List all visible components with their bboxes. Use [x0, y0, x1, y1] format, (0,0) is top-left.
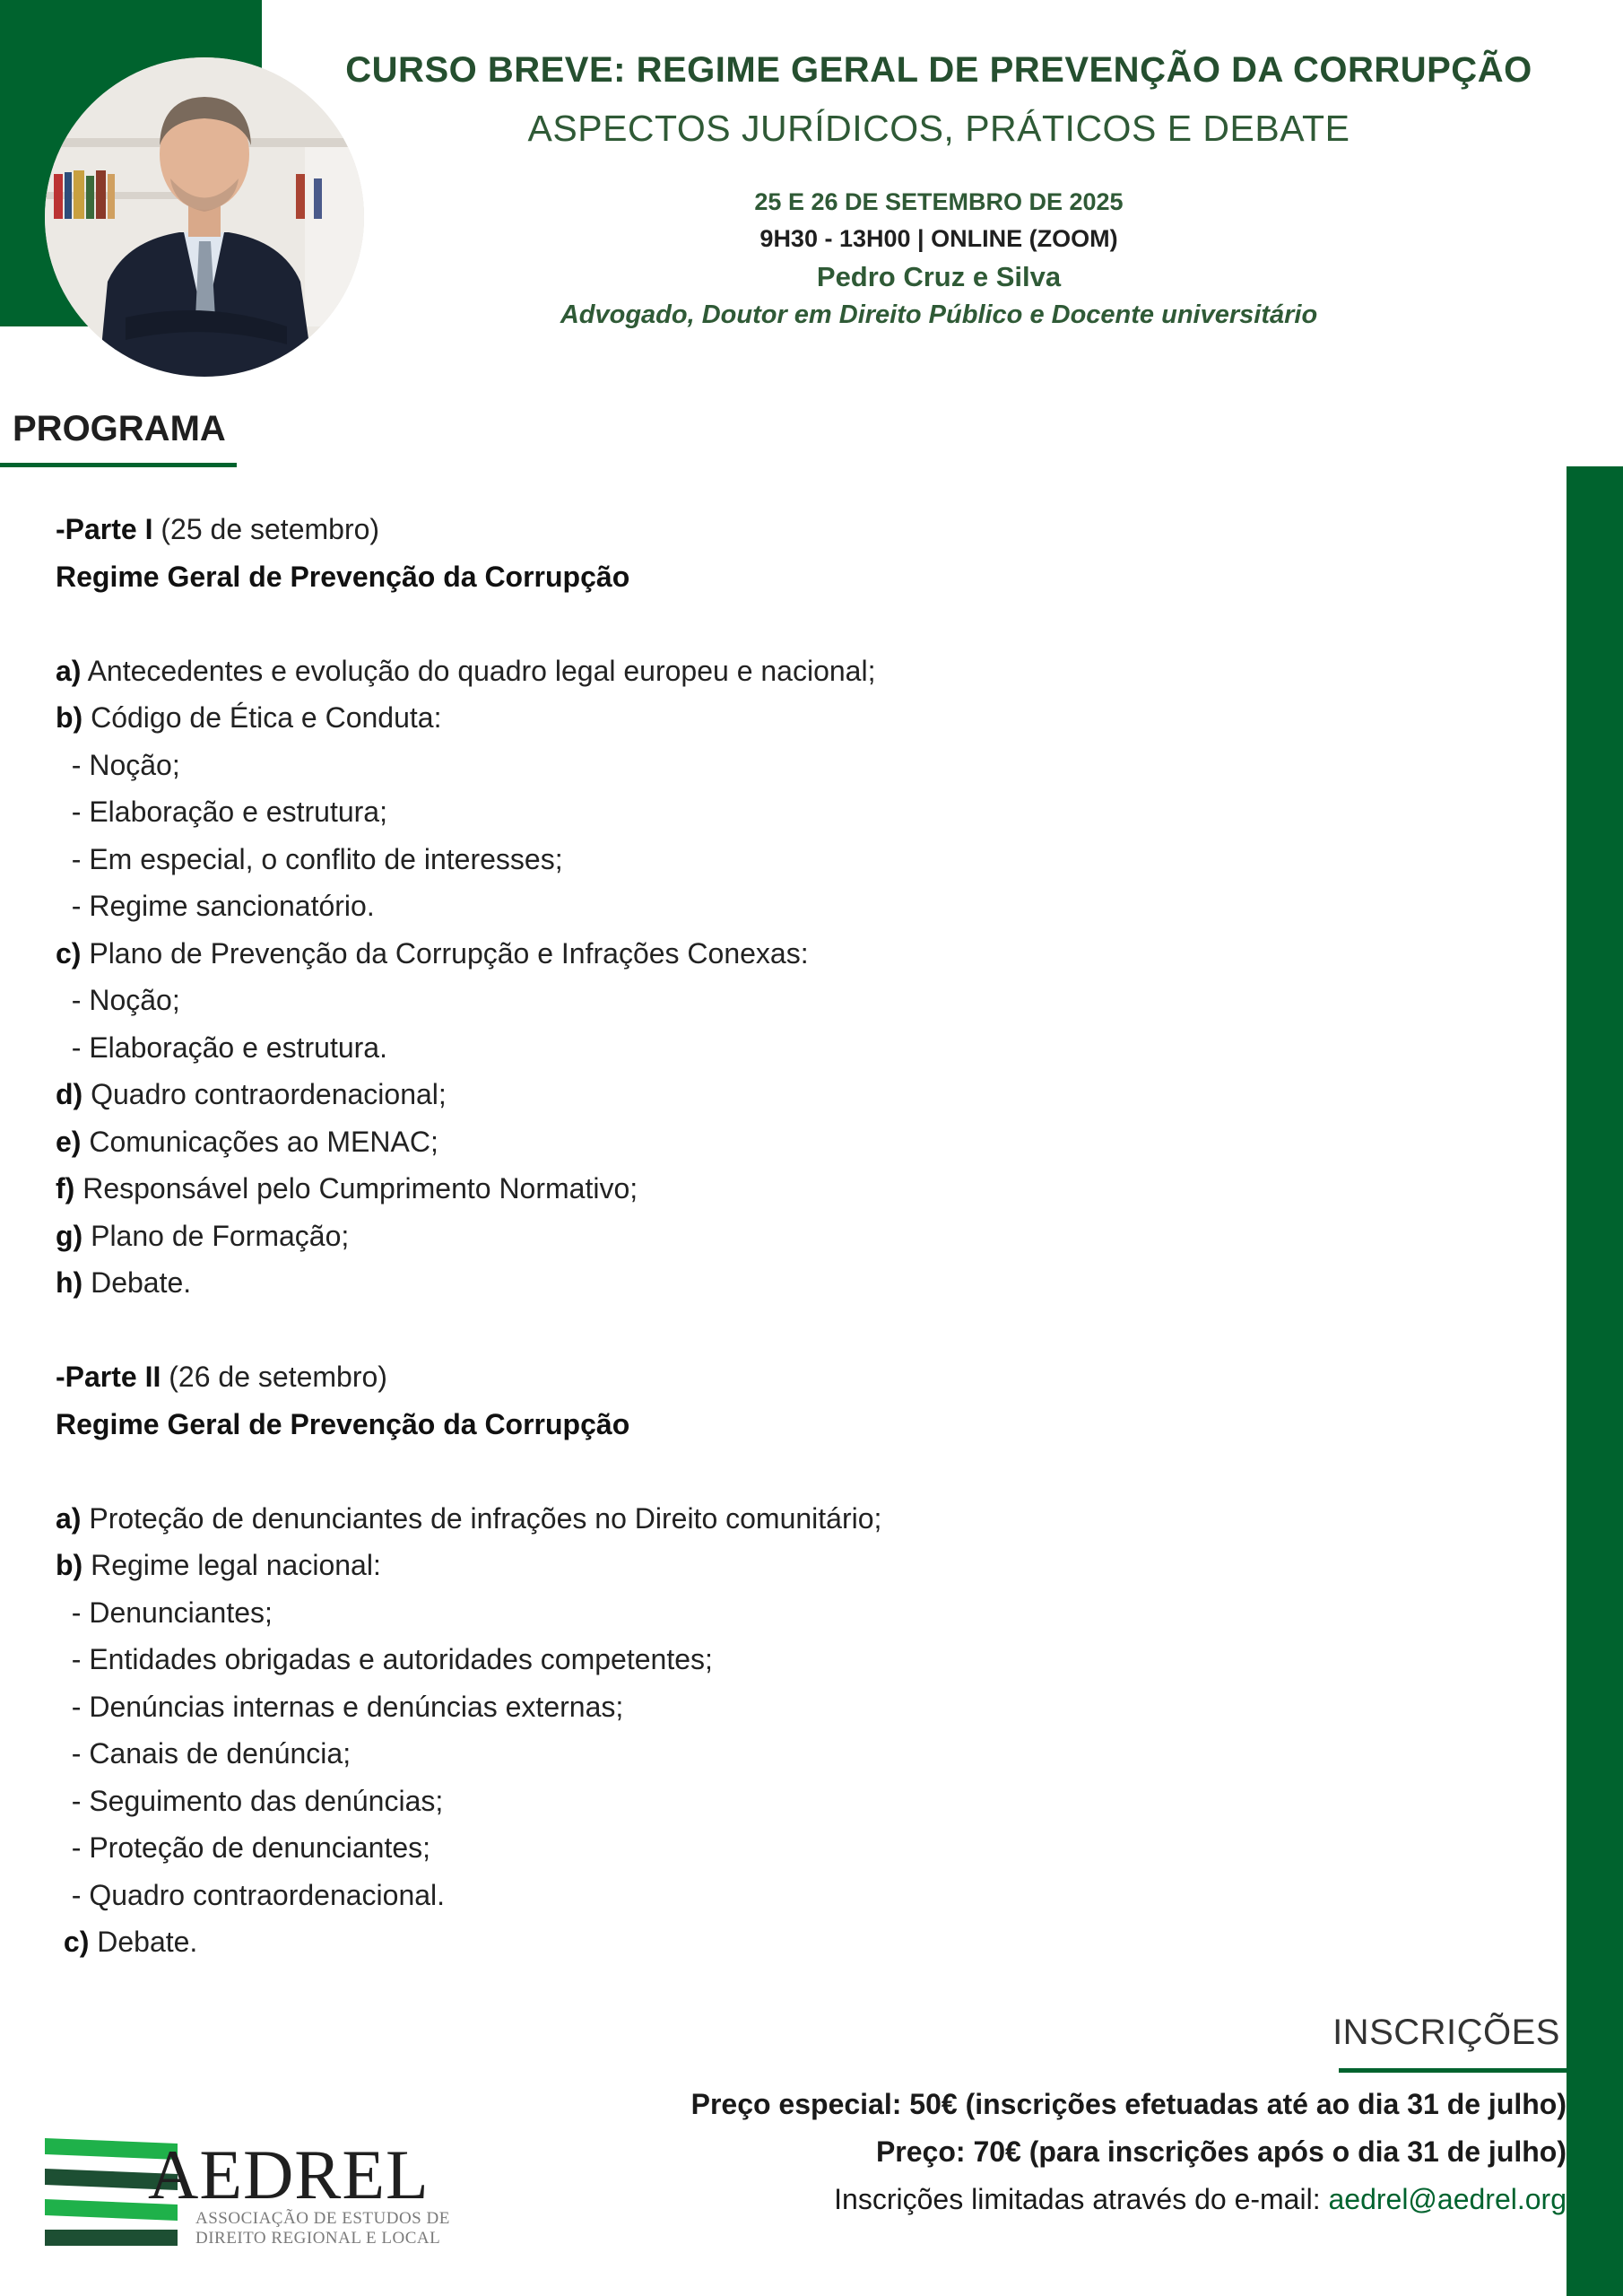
item-letter: g): [56, 1219, 83, 1252]
programa-heading: PROGRAMA: [13, 409, 226, 448]
item-letter: c): [56, 1926, 90, 1958]
part2-date: (26 de setembro): [161, 1361, 387, 1393]
price-regular: Preço: 70€ (para inscrições após o dia 31 de julho): [875, 2135, 1567, 2168]
item-letter: b): [56, 1549, 83, 1581]
item-text: Debate.: [82, 1266, 192, 1299]
sub-item: - Seguimento das denúncias;: [56, 1784, 444, 1817]
spacer: [56, 1307, 1401, 1354]
sub-item: - Denúncias internas e denúncias externas;: [56, 1690, 624, 1723]
right-green-bar: [1567, 466, 1623, 2296]
list-item: [56, 1071, 1401, 1118]
logo-subtitle-line1: ASSOCIAÇÃO DE ESTUDOS DE: [195, 2209, 450, 2228]
course-time: 9H30 - 13H00 | ONLINE (ZOOM): [759, 225, 1118, 252]
list-item: [56, 1213, 1401, 1260]
sub-item: - Canais de denúncia;: [56, 1737, 352, 1770]
inscricoes-heading: INSCRIÇÕES: [1332, 2013, 1560, 2052]
list-item: [56, 694, 1401, 742]
sub-item: - Elaboração e estrutura.: [56, 1031, 387, 1064]
item-letter: f): [56, 1172, 75, 1205]
spacer: [56, 600, 1401, 648]
item-text: Antecedentes e evolução do quadro legal europeu e nacional;: [81, 654, 876, 687]
sub-item: - Noção;: [56, 984, 180, 1016]
sub-item: - Proteção de denunciantes;: [56, 1831, 431, 1864]
item-letter: a): [56, 654, 82, 687]
logo-wordmark: AEDREL: [148, 2135, 430, 2213]
part1-header: [56, 506, 1401, 553]
sub-item: - Em especial, o conflito de interesses;: [56, 842, 563, 875]
registration-prefix: Inscrições limitadas através do e-mail:: [834, 2183, 1329, 2215]
spacer: [56, 1448, 1401, 1495]
part1-label: -Parte I: [56, 513, 153, 545]
item-text: Plano de Prevenção da Corrupção e Infrações Conexas:: [81, 936, 809, 970]
item-text: Debate.: [89, 1926, 198, 1958]
course-title: CURSO BREVE: REGIME GERAL DE PREVENÇÃO DA CORRUPÇÃO: [345, 50, 1532, 90]
item-text: Comunicações ao MENAC;: [81, 1125, 438, 1158]
sub-item: - Denunciantes;: [56, 1596, 273, 1629]
item-text: Quadro contraordenacional;: [82, 1078, 447, 1110]
sub-item: - Elaboração e estrutura;: [56, 796, 387, 828]
logo-subtitle-line2: DIREITO REGIONAL E LOCAL: [195, 2229, 441, 2248]
list-item: [56, 930, 1401, 978]
registration-info: [834, 2183, 1567, 2216]
part2-header: [56, 1353, 1401, 1401]
item-text: Responsável pelo Cumprimento Normativo;: [74, 1172, 638, 1205]
email-link[interactable]: aedrel@aedrel.org: [1328, 2183, 1567, 2215]
sub-item: - Regime sancionatório.: [56, 890, 375, 922]
sub-item: - Entidades obrigadas e autoridades competentes;: [56, 1643, 713, 1675]
speaker-role: Advogado, Doutor em Direito Público e Docente universitário: [560, 300, 1318, 329]
programa-underline: [0, 463, 237, 467]
list-item: [56, 1165, 1401, 1213]
list-item: [56, 1918, 1401, 1966]
item-letter: a): [56, 1501, 82, 1535]
item-letter: d): [56, 1078, 83, 1110]
item-letter: h): [56, 1266, 83, 1299]
item-letter: c): [56, 936, 82, 970]
sub-item: - Noção;: [56, 748, 180, 781]
item-text: Código de Ética e Conduta:: [82, 701, 442, 734]
list-item: [56, 648, 1401, 695]
price-special: Preço especial: 50€ (inscrições efetuadas até ao dia 31 de julho): [690, 2088, 1567, 2120]
course-subtitle: ASPECTOS JURÍDICOS, PRÁTICOS E DEBATE: [527, 108, 1350, 149]
list-item: [56, 1495, 1401, 1543]
logo-subtitle: [195, 2209, 450, 2248]
inscricoes-underline: [1339, 2068, 1567, 2073]
part2-title: Regime Geral de Prevenção da Corrupção: [56, 1407, 630, 1440]
part1-date: (25 de setembro): [152, 513, 380, 545]
item-text: Plano de Formação;: [82, 1219, 350, 1252]
program-content: [56, 506, 1401, 1966]
list-item: [56, 1259, 1401, 1307]
speaker-name: Pedro Cruz e Silva: [816, 261, 1062, 292]
part1-title: Regime Geral de Prevenção da Corrupção: [56, 560, 630, 593]
list-item: [56, 1118, 1401, 1166]
item-text: Regime legal nacional:: [82, 1549, 381, 1581]
item-letter: e): [56, 1125, 82, 1158]
item-letter: b): [56, 701, 83, 734]
course-date: 25 E 26 DE SETEMBRO DE 2025: [754, 188, 1124, 215]
item-text: Proteção de denunciantes de infrações no Direito comunitário;: [81, 1501, 882, 1535]
sub-item: - Quadro contraordenacional.: [56, 1878, 446, 1911]
part2-label: -Parte II: [56, 1361, 161, 1393]
list-item: [56, 1542, 1401, 1589]
